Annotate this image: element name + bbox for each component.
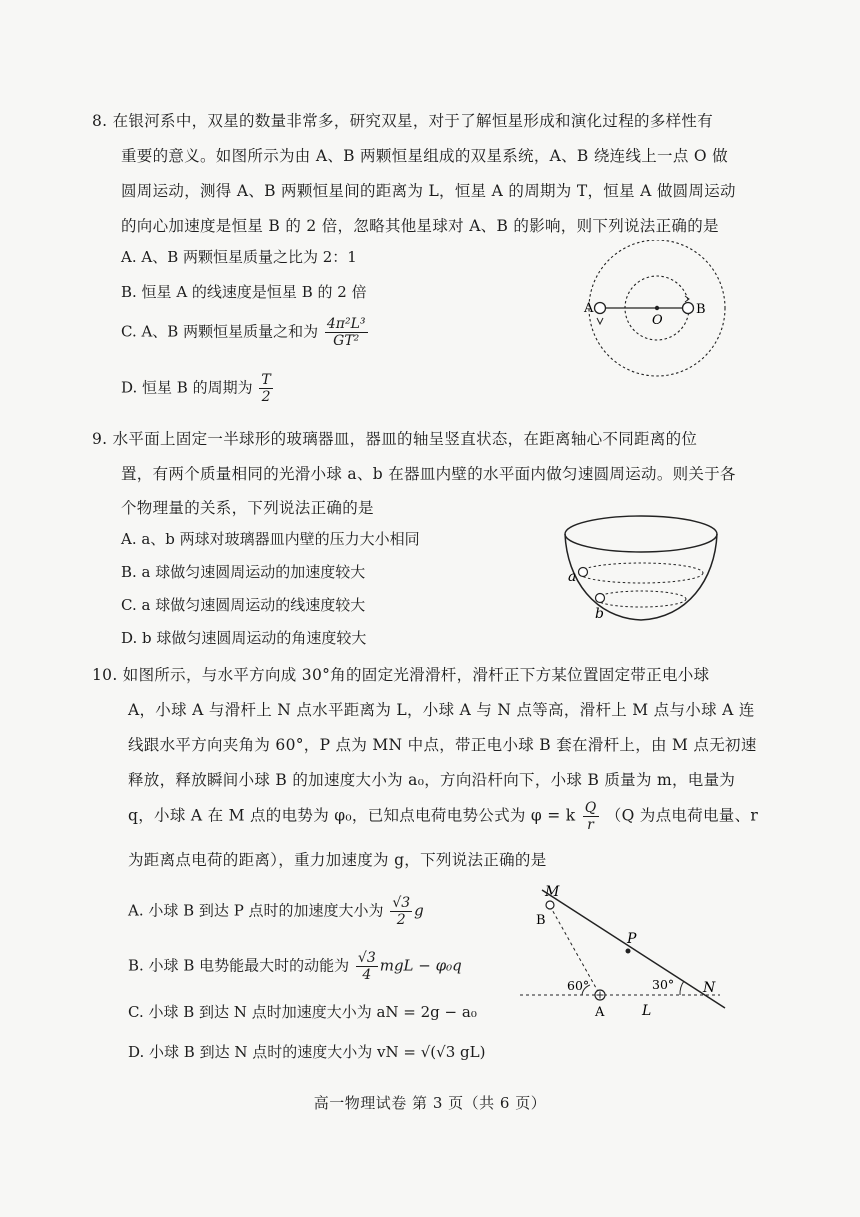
q10-option-b-denominator: 4 xyxy=(362,967,372,983)
q9-line-2: 置，有两个质量相同的光滑小球 a、b 在器皿内壁的水平面内做匀速圆周运动。则关于各 xyxy=(121,465,736,483)
label-p: P xyxy=(627,931,637,947)
q10-option-d: D. 小球 B 到达 N 点时的速度大小为 vN = √(√3 gL) xyxy=(128,1043,486,1061)
q10-line-4: 释放，释放瞬间小球 B 的加速度大小为 a₀，方向沿杆向下，小球 B 质量为 m，电量为 xyxy=(128,771,736,789)
label-a: A xyxy=(584,301,594,316)
q10-line-5-prefix: q，小球 A 在 M 点的电势为 φ₀，已知点电荷电势公式为 φ = k xyxy=(128,806,576,825)
orbit-a-path xyxy=(579,563,703,583)
q8-option-c-fraction xyxy=(325,316,368,349)
q8-line-1: 8. 在银河系中，双星的数量非常多，研究双星，对于了解恒星形成和演化过程的多样性有 xyxy=(92,112,714,130)
binary-star-figure xyxy=(575,240,735,385)
q9-line-1: 9. 水平面上固定一半球形的玻璃器皿，器皿的轴呈竖直状态，在距离轴心不同距离的位 xyxy=(92,430,698,448)
arrow-a-icon xyxy=(597,318,603,324)
q10-line-3: 线跟水平方向夹角为 60°，P 点为 MN 中点，带正电小球 B 套在滑杆上，由 M 点无初速 xyxy=(128,736,757,754)
q10-option-b xyxy=(128,950,462,983)
q9-option-b: B. a 球做匀速圆周运动的加速度较大 xyxy=(121,563,366,581)
q8-option-b: B. 恒星 A 的线速度是恒星 B 的 2 倍 xyxy=(121,283,367,301)
star-b xyxy=(683,303,694,314)
ball-b xyxy=(596,594,605,603)
q8-option-d xyxy=(121,372,275,405)
q10-option-b-suffix: mgL − φ₀q xyxy=(379,956,462,975)
page-footer: 高一物理试卷 第 3 页（共 6 页） xyxy=(313,1094,547,1112)
q10-line-2: A，小球 A 与滑杆上 N 点水平距离为 L，小球 A 与 N 点等高，滑杆上 M 点与小球 A 连 xyxy=(128,701,755,719)
label-o: O xyxy=(652,313,663,328)
label-b: B xyxy=(696,302,706,317)
slide-rod-figure xyxy=(520,878,735,1023)
q8-option-d-fraction xyxy=(259,372,272,405)
q10-option-b-text: B. 小球 B 电势能最大时的动能为 xyxy=(128,956,350,975)
q10-option-a-numerator: √3 xyxy=(392,895,411,911)
bowl-rim xyxy=(565,516,717,552)
potential-formula-denominator: r xyxy=(587,817,595,833)
label-ball-a: a xyxy=(568,569,577,585)
point-o xyxy=(655,306,659,310)
q8-option-a: A. A、B 两颗恒星质量之比为 2：1 xyxy=(121,248,357,266)
q9-option-c: C. a 球做匀速圆周运动的线速度较大 xyxy=(121,596,366,614)
q10-line-5 xyxy=(128,800,758,833)
q10-line-6: 为距离点电荷的距离），重力加速度为 g，下列说法正确的是 xyxy=(128,851,547,869)
q10-option-b-fraction xyxy=(356,950,378,983)
q9-option-d: D. b 球做匀速圆周运动的角速度较大 xyxy=(121,629,367,647)
q10-option-a-suffix: g xyxy=(414,901,424,920)
q10-option-a xyxy=(128,895,424,928)
q10-option-a-fraction xyxy=(390,895,412,928)
q8-line-4: 的向心加速度是恒星 B 的 2 倍，忽略其他星球对 A、B 的影响，则下列说法正确的是 xyxy=(121,217,719,235)
q10-option-a-text: A. 小球 B 到达 P 点时的加速度大小为 xyxy=(128,901,384,920)
q10-option-b-numerator: √3 xyxy=(357,950,376,966)
angle-30-label: 30° xyxy=(652,977,675,992)
q10-line-1: 10. 如图所示，与水平方向成 30°角的固定光滑滑杆，滑杆正下方某位置固定带正电小球 xyxy=(92,666,710,684)
angle-60-label: 60° xyxy=(567,978,590,993)
q10-line-5-suffix: （Q 为点电荷电量、r xyxy=(605,806,759,825)
q10-option-c: C. 小球 B 到达 N 点时加速度大小为 aN = 2g − a₀ xyxy=(128,1003,477,1021)
q9-option-a: A. a、b 两球对玻璃器皿内壁的压力大小相同 xyxy=(121,530,420,548)
hemisphere-bowl-figure xyxy=(555,510,725,628)
potential-formula-fraction xyxy=(583,800,599,833)
ball-b-ring xyxy=(546,901,554,909)
star-a xyxy=(595,303,606,314)
label-l: L xyxy=(642,1003,652,1019)
label-n: N xyxy=(703,980,716,996)
q8-line-3: 圆周运动，测得 A、B 两颗恒星间的距离为 L，恒星 A 的周期为 T，恒星 A 做圆周运动 xyxy=(121,182,736,200)
potential-formula-numerator: Q xyxy=(584,800,597,816)
q8-option-d-denominator: 2 xyxy=(261,389,271,405)
q8-option-d-text: D. 恒星 B 的周期为 xyxy=(121,378,253,397)
label-a-charge: A xyxy=(595,1005,605,1020)
angle-30-arc xyxy=(680,981,684,995)
q8-option-c xyxy=(121,316,370,349)
ball-a xyxy=(579,568,588,577)
q8-option-c-numerator: 4π²L³ xyxy=(326,316,366,332)
label-m: M xyxy=(545,884,560,900)
q8-line-2: 重要的意义。如图所示为由 A、B 两颗恒星组成的双星系统，A、B 绕连线上一点 O 做 xyxy=(121,147,728,165)
arrow-b-icon xyxy=(685,296,689,302)
orbit-b-path xyxy=(596,591,686,607)
point-p xyxy=(626,949,631,954)
q9-line-3: 个物理量的关系，下列说法正确的是 xyxy=(121,499,374,517)
q8-option-c-denominator: GT² xyxy=(333,333,360,349)
q8-option-d-numerator: T xyxy=(261,372,271,388)
label-b-ball: B xyxy=(536,913,546,928)
q10-option-a-denominator: 2 xyxy=(396,912,406,928)
label-ball-b: b xyxy=(595,606,604,622)
q8-option-c-text: C. A、B 两颗恒星质量之和为 xyxy=(121,322,319,341)
